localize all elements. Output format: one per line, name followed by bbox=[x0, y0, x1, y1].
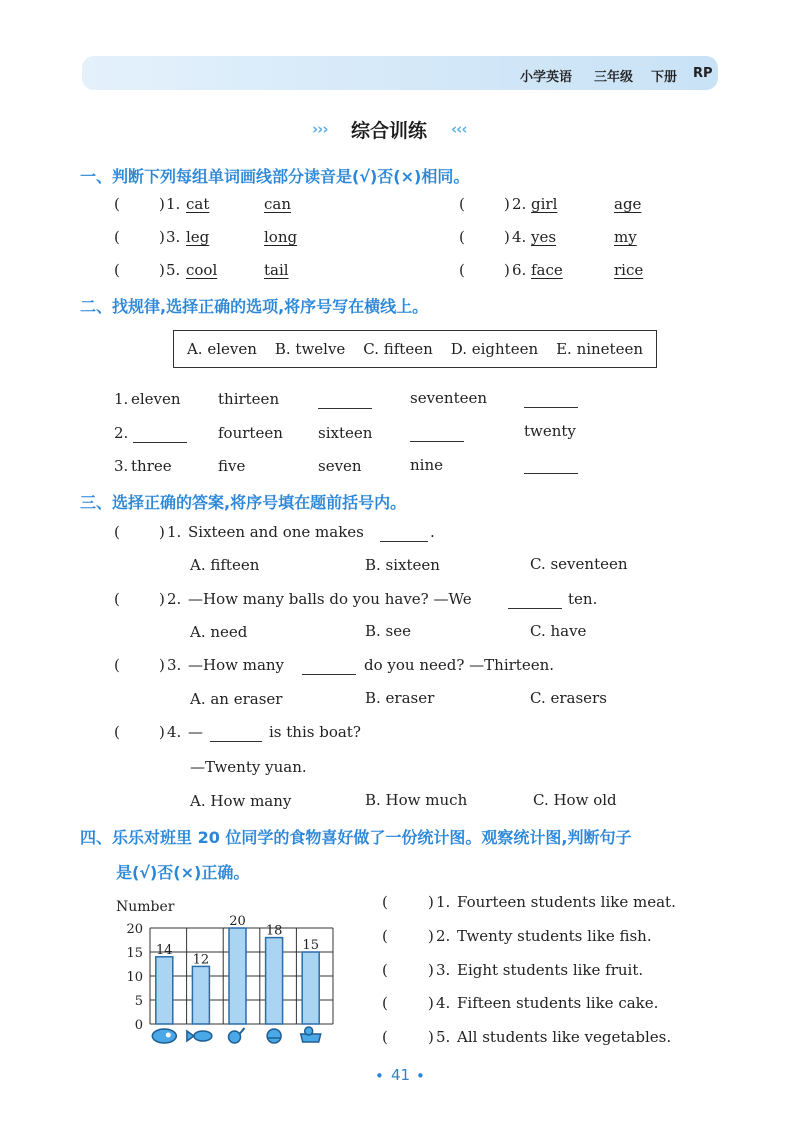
word: cool bbox=[186, 261, 218, 279]
answer-paren-open: ( bbox=[459, 261, 465, 279]
answer-paren-open: ( bbox=[114, 261, 120, 279]
chart-y-tick-label: 5 bbox=[134, 994, 143, 1009]
title-left-decoration: ››› bbox=[312, 120, 328, 138]
word: cat bbox=[186, 195, 210, 213]
choice-a: A. How many bbox=[190, 792, 292, 810]
question-text: do you need? —Thirteen. bbox=[364, 656, 555, 674]
item-number: 3. bbox=[167, 656, 182, 674]
item-number: 2. bbox=[436, 927, 451, 945]
answer-blank[interactable] bbox=[318, 407, 372, 409]
page-number-dot-right: • bbox=[416, 1067, 425, 1085]
fish-icon bbox=[187, 1031, 212, 1041]
page-number-dot-left: • bbox=[375, 1067, 384, 1085]
answer-paren-open: ( bbox=[114, 195, 120, 213]
answer-paren-close: ) bbox=[159, 590, 165, 608]
cake-icon-shape bbox=[267, 1029, 281, 1043]
header-subject: 小学英语 bbox=[520, 70, 573, 85]
chart-y-tick-label: 10 bbox=[126, 970, 143, 985]
item-number: 1. bbox=[436, 893, 451, 911]
answer-blank[interactable] bbox=[302, 673, 356, 675]
page-number: 41 bbox=[391, 1066, 411, 1084]
sequence-word: eleven bbox=[131, 390, 181, 408]
answer-paren-open: ( bbox=[382, 961, 388, 979]
chart-data-label: 12 bbox=[192, 952, 210, 968]
statement-text: Twenty students like fish. bbox=[457, 927, 652, 945]
page-title: 综合训练 bbox=[351, 120, 428, 142]
chart-data-label: 20 bbox=[229, 914, 246, 929]
answer-blank[interactable] bbox=[380, 540, 428, 542]
chart-y-tick-label: 15 bbox=[126, 946, 143, 961]
chart-bar-fruit bbox=[229, 928, 246, 1024]
chart-y-axis-label: Number bbox=[116, 899, 175, 915]
chart-data-label: 15 bbox=[302, 938, 319, 953]
answer-paren-close: ) bbox=[428, 927, 434, 945]
question-text: —How many balls do you have? —We bbox=[188, 590, 472, 608]
item-number: 4. bbox=[167, 723, 182, 741]
item-number: 2. bbox=[167, 590, 182, 608]
header-grade: 三年级 bbox=[594, 70, 634, 85]
answer-blank[interactable] bbox=[524, 472, 578, 474]
meat-icon-bone bbox=[166, 1033, 171, 1038]
chart-category-icons bbox=[152, 1027, 320, 1043]
statement-text: Fifteen students like cake. bbox=[457, 994, 659, 1012]
answer-paren-open: ( bbox=[382, 994, 388, 1012]
question-text: ten. bbox=[568, 590, 598, 608]
answer-paren-close: ) bbox=[159, 261, 165, 279]
answer-paren-close: ) bbox=[159, 195, 165, 213]
fruit-icon bbox=[229, 1028, 245, 1043]
word: long bbox=[264, 228, 298, 246]
question-text: — bbox=[188, 723, 203, 741]
item-number: 1. bbox=[114, 390, 129, 408]
sequence-word: three bbox=[131, 457, 172, 475]
section-4-heading-line2: 是(√)否(×)正确。 bbox=[116, 863, 250, 882]
chart-y-tick-label: 20 bbox=[126, 922, 143, 937]
section-2-heading: 二、找规律,选择正确的选项,将序号写在横线上。 bbox=[80, 297, 429, 316]
answer-paren-open: ( bbox=[114, 723, 120, 741]
sequence-word: fourteen bbox=[218, 424, 283, 442]
choice-a: A. an eraser bbox=[190, 690, 283, 708]
item-number: 6. bbox=[512, 261, 527, 279]
choice-c: C. seventeen bbox=[530, 555, 628, 573]
answer-paren-open: ( bbox=[459, 228, 465, 246]
option-c: C. fifteen bbox=[363, 340, 433, 358]
answer-blank[interactable] bbox=[524, 406, 578, 408]
cake-icon bbox=[267, 1029, 281, 1043]
fish-icon-body bbox=[194, 1031, 212, 1041]
answer-paren-open: ( bbox=[114, 228, 120, 246]
chart-bar-fish bbox=[192, 966, 209, 1024]
answer-paren-open: ( bbox=[382, 1028, 388, 1046]
fruit-icon-stem bbox=[240, 1028, 245, 1034]
answer-paren-open: ( bbox=[114, 523, 120, 541]
answer-paren-open: ( bbox=[459, 195, 465, 213]
chart-bar-vegetables bbox=[302, 952, 319, 1024]
header-edition: RP bbox=[693, 66, 713, 81]
word: can bbox=[264, 195, 292, 213]
sequence-word: thirteen bbox=[218, 390, 280, 408]
word: yes bbox=[531, 228, 557, 246]
option-d: D. eighteen bbox=[450, 340, 539, 358]
chart-data-label: 14 bbox=[156, 942, 173, 958]
word: rice bbox=[614, 261, 644, 279]
chart-bar-meat bbox=[156, 957, 173, 1024]
answer-paren-close: ) bbox=[428, 994, 434, 1012]
choice-b: B. eraser bbox=[365, 689, 435, 707]
choice-b: B. see bbox=[365, 622, 412, 640]
chart-y-tick-label: 0 bbox=[134, 1018, 143, 1033]
word: tail bbox=[264, 261, 289, 279]
answer-paren-open: ( bbox=[114, 656, 120, 674]
statement-text: Eight students like fruit. bbox=[457, 961, 644, 979]
answer-paren-close: ) bbox=[428, 961, 434, 979]
chart-bars bbox=[156, 914, 319, 1024]
section-3-heading: 三、选择正确的答案,将序号填在题前括号内。 bbox=[80, 493, 407, 512]
question-text: . bbox=[430, 523, 435, 541]
answer-blank[interactable] bbox=[508, 607, 562, 609]
chart-y-ticks bbox=[126, 922, 143, 1033]
item-number: 3. bbox=[166, 228, 181, 246]
sequence-word: seven bbox=[318, 457, 362, 475]
answer-paren-close: ) bbox=[428, 1028, 434, 1046]
choice-b: B. sixteen bbox=[365, 556, 440, 574]
option-a: A. eleven bbox=[186, 340, 257, 358]
sequence-word: nine bbox=[410, 456, 443, 474]
answer-paren-close: ) bbox=[504, 261, 510, 279]
word: face bbox=[531, 261, 563, 279]
fruit-icon-shape bbox=[229, 1031, 241, 1043]
sequence-word: sixteen bbox=[318, 424, 373, 442]
answer-paren-close: ) bbox=[159, 656, 165, 674]
food-preference-chart bbox=[108, 890, 348, 1050]
answer-blank[interactable] bbox=[210, 740, 262, 742]
word: girl bbox=[531, 195, 558, 213]
word: age bbox=[614, 195, 642, 213]
answer-blank[interactable] bbox=[410, 440, 464, 442]
item-number: 1. bbox=[166, 195, 181, 213]
statement-text: Fourteen students like meat. bbox=[457, 893, 676, 911]
sequence-word: twenty bbox=[524, 422, 576, 440]
meat-icon-shape bbox=[152, 1029, 176, 1043]
answer-paren-close: ) bbox=[504, 228, 510, 246]
question-reply: —Twenty yuan. bbox=[190, 758, 307, 776]
item-number: 1. bbox=[167, 523, 182, 541]
item-number: 4. bbox=[436, 994, 451, 1012]
item-number: 5. bbox=[436, 1028, 451, 1046]
answer-paren-close: ) bbox=[504, 195, 510, 213]
option-e: E. nineteen bbox=[556, 340, 644, 358]
item-number: 4. bbox=[512, 228, 527, 246]
question-text: is this boat? bbox=[269, 723, 361, 741]
sequence-word: five bbox=[218, 457, 246, 475]
fish-icon-tail bbox=[187, 1031, 194, 1041]
answer-paren-close: ) bbox=[159, 228, 165, 246]
chart-data-label: 18 bbox=[265, 923, 283, 939]
answer-paren-close: ) bbox=[428, 893, 434, 911]
header-volume: 下册 bbox=[651, 70, 678, 85]
answer-paren-close: ) bbox=[159, 523, 165, 541]
item-number: 3. bbox=[114, 457, 129, 475]
sequence-word: seventeen bbox=[410, 389, 488, 407]
answer-paren-open: ( bbox=[382, 927, 388, 945]
choice-b: B. How much bbox=[365, 791, 468, 809]
title-right-decoration: ‹‹‹ bbox=[451, 120, 467, 138]
option-b: B. twelve bbox=[274, 340, 346, 358]
answer-blank[interactable] bbox=[133, 441, 187, 443]
section-4-heading: 四、乐乐对班里 20 位同学的食物喜好做了一份统计图。观察统计图,判断句子 bbox=[80, 828, 632, 847]
item-number: 2. bbox=[512, 195, 527, 213]
choice-a: A. need bbox=[190, 623, 248, 641]
section-1-heading: 一、判断下列每组单词画线部分读音是(√)否(×)相同。 bbox=[80, 167, 470, 186]
item-number: 2. bbox=[114, 424, 129, 442]
question-text: Sixteen and one makes bbox=[188, 523, 364, 541]
vegetables-icon bbox=[301, 1027, 321, 1042]
meat-icon bbox=[152, 1029, 176, 1043]
item-number: 5. bbox=[166, 261, 181, 279]
choice-c: C. have bbox=[530, 622, 587, 640]
choice-a: A. fifteen bbox=[190, 556, 260, 574]
word: leg bbox=[186, 228, 210, 246]
answer-paren-open: ( bbox=[382, 893, 388, 911]
options-box bbox=[173, 330, 657, 368]
answer-paren-open: ( bbox=[114, 590, 120, 608]
vegetables-icon-leaf bbox=[305, 1027, 313, 1035]
item-number: 3. bbox=[436, 961, 451, 979]
question-text: —How many bbox=[188, 656, 285, 674]
word: my bbox=[614, 228, 637, 246]
answer-paren-close: ) bbox=[159, 723, 165, 741]
choice-c: C. How old bbox=[533, 791, 617, 809]
choice-c: C. erasers bbox=[530, 689, 607, 707]
statement-text: All students like vegetables. bbox=[457, 1028, 672, 1046]
chart-bar-cake bbox=[266, 938, 283, 1024]
